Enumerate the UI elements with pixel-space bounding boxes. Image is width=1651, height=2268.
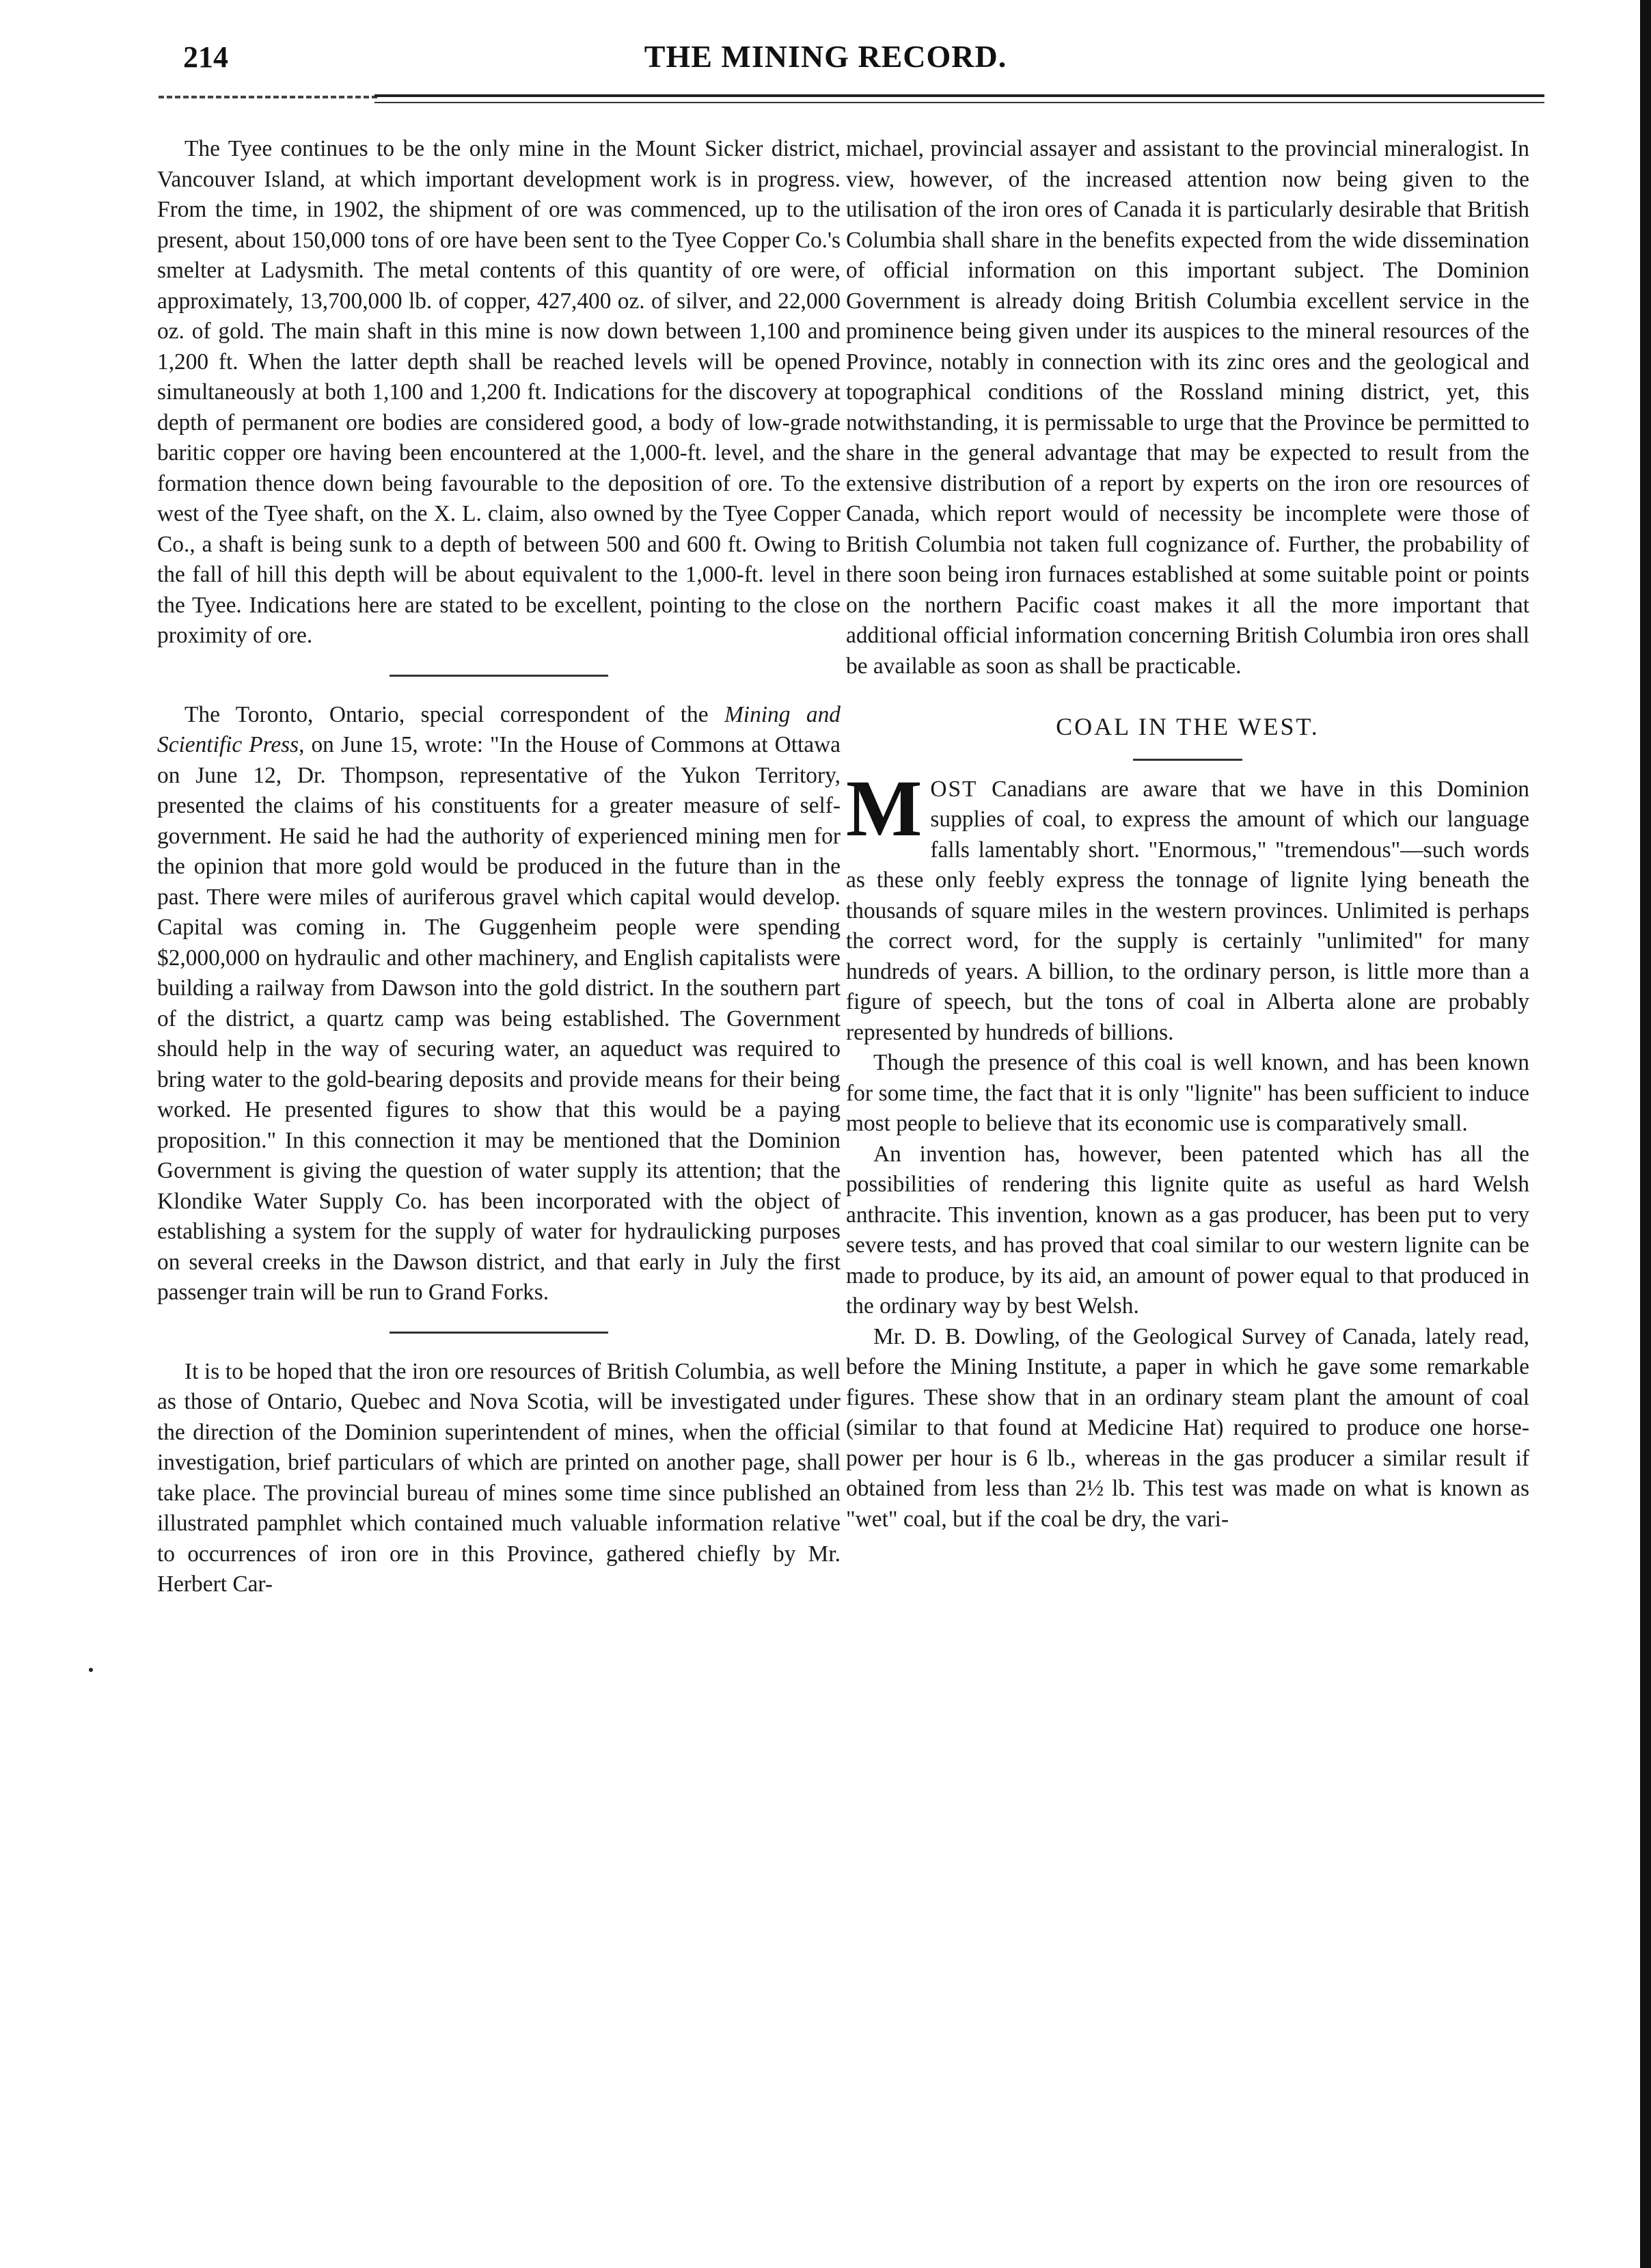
article-iron-ore-paragraph: It is to be hoped that the iron ore resources of British Columbia, as well as those of Ontario, Quebec and Nova Scotia, will be investigated under the direction of the Dominion superintendent of mines, when the official investigation, brief particulars of which are printed on another page, shall take place. The provincial bureau of mines some time since published an illustrated pamphlet which contained much valuable information relative to occurrences of iron ore in this Province, gathered chiefly by Mr. Herbert Car-	[157, 1358, 841, 1597]
journal-title: THE MINING RECORD.	[644, 39, 1007, 74]
right-column	[846, 134, 1529, 1535]
drop-cap: M	[846, 763, 923, 853]
article-yukon-paragraph	[157, 700, 841, 1308]
coal-paragraph-2: Though the presence of this coal is well known, and has been known for some time, the fact that it is only "lignite" has been sufficient to induce most people to believe that its economic use is comparatively small.	[846, 1050, 1529, 1136]
coal-paragraph-3: An invention has, however, been patented which has all the possibilities of rendering this lignite quite as useful as hard Welsh anthracite. This invention, known as a gas producer, has been put to very severe tests, and has proved that coal similar to our western lignite can be made to produce, by its aid, an amount of power equal to that produced in the ordinary way by best Welsh.	[846, 1141, 1529, 1319]
coal-paragraph-4: Mr. D. B. Dowling, of the Geological Survey of Canada, lately read, before the Mining Institute, a paper in which he gave some remarkable figures. These show that in an ordinary steam plant the amount of coal (similar to that found at Medicine Hat) required to produce one horse-power per hour is 6 lb., whereas in the gas producer a similar result if obtained from less than 2½ lb. This test was made on what is known as "wet" coal, but if the coal be dry, the vari-	[846, 1323, 1529, 1532]
section-divider	[390, 675, 608, 677]
page-header	[0, 0, 1651, 103]
yukon-lead-text: The Toronto, Ontario, special correspondent of the	[185, 701, 724, 727]
publication-title: Mining and Scientific Press	[157, 701, 841, 757]
header-rule-thin	[374, 102, 1544, 103]
yukon-body-text: , on June 15, wrote: "In the House of Commons at Ottawa on June 12, Dr. Thompson, representative of the Yukon Territory, presented the claims of his constituents for a greater measure of self-government. He said he had the authority of experienced mining men for the opinion that more gold would be produced in the future than in the past. There were miles of auriferous gravel which capital would develop. Capital was coming in. The Guggenheim people were spending $2,000,000 on hydraulic and other machinery, and English capitalists were building a railway from Dawson into the gold district. In the southern part of the district, a quartz camp was being established. The Government should help in the way of securing water, an aqueduct was required to bring water to the gold-bearing deposits and provide means for their being worked. He presented figures to show that this would be a paying proposition." In this connection it may be mentioned that the Dominion Government is giving the question of water supply its attention; that the Klondike Water Supply Co. has been incorporated with the object of establishing a system for the supply of water for hydraulicking purposes on several creeks in the Dawson district, and that early in July the first passenger train will be run to Grand Forks.	[157, 732, 841, 1305]
coal-paragraph-1	[846, 763, 1529, 1049]
coal-paragraph-1-text: Canadians are aware that we have in this Dominion supplies of coal, to express the amount of which our language falls lamentably short. "Enormous," "tremendous"—such words as these only feebly express the tonnage of lignite lying beneath the thousands of square miles in the western provinces. Unlimited is perhaps the correct word, for the supply is certainly "unlimited" for many hundreds of years. A billion, to the ordinary person, is little more than a figure of speech, but the tons of coal in Alberta alone are probably represented by hundreds of billions.	[846, 776, 1529, 1045]
coal-lead-caps: OST	[930, 776, 978, 802]
article-tyee-paragraph: The Tyee continues to be the only mine in the Mount Sicker district, Vancouver Island, at which important development work is in progress. From the time, in 1902, the shipment of ore was commenced, up to the present, about 150,000 tons of ore have been sent to the Tyee Copper Co.'s smelter at Ladysmith. The metal contents of this quantity of ore were, approximately, 13,700,000 lb. of copper, 427,400 oz. of silver, and 22,000 oz. of gold. The main shaft in this mine is now down between 1,100 and 1,200 ft. When the latter depth shall be reached levels will be opened simultaneously at both 1,100 and 1,200 ft. Indications for the discovery at depth of permanent ore bodies are considered good, a body of low-grade baritic copper ore having been encountered at the 1,000-ft. level, and the formation thence down being favourable to the deposition of ore. To the west of the Tyee shaft, on the X. L. claim, also owned by the Tyee Copper Co., a shaft is being sunk to a depth of between 500 and 600 ft. Owing to the fall of hill this depth will be about equivalent to the 1,000-ft. level in the Tyee. Indications here are stated to be excellent, pointing to the close proximity of ore.	[157, 136, 841, 648]
section-divider	[390, 1332, 608, 1334]
print-speck	[89, 1668, 93, 1672]
header-rule-dashed	[159, 96, 377, 98]
page-number: 214	[183, 40, 228, 74]
section-heading-coal: COAL IN THE WEST.	[1056, 713, 1320, 740]
heading-rule	[1133, 759, 1242, 761]
left-column	[157, 134, 841, 1600]
header-rule-thick	[374, 94, 1544, 97]
iron-ore-continuation: michael, provincial assayer and assistant to the provincial mineralogist. In view, however, of the increased attention now being given to the utilisation of the iron ores of Canada it is particularly desirable that British Columbia shall share in the benefits expected from the wide dissemination of official information on this important subject. The Dominion Government is already doing British Columbia excellent service in the prominence being given under its auspices to the mineral resources of the Province, notably in connection with its zinc ores and the geological and topographical conditions of the Rossland mining district, yet, this notwithstanding, it is permissable to urge that the Province be permitted to share in the general advantage that may be expected to result from the extensive distribution of a report by experts on the iron ore resources of Canada, which report would of necessity be incomplete were those of British Columbia not taken full cognizance of. Further, the probability of there soon being iron furnaces established at some suitable point or points on the northern Pacific coast makes it all the more important that additional official information concerning British Columbia iron ores shall be available as soon as shall be practicable.	[846, 136, 1529, 679]
page-edge-shadow	[1640, 0, 1651, 2268]
